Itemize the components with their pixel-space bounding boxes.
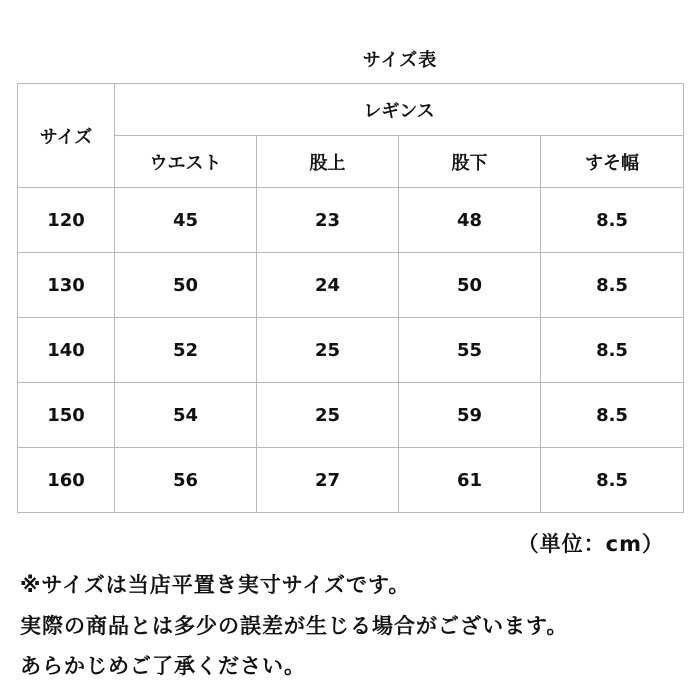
inseam-cell: 59 [399, 383, 541, 448]
rise-cell: 23 [257, 188, 399, 253]
column-header-hem-width: すそ幅 [541, 136, 684, 188]
rise-cell: 25 [257, 383, 399, 448]
rise-cell: 27 [257, 448, 399, 513]
rise-cell: 24 [257, 253, 399, 318]
hem-width-cell: 8.5 [541, 188, 684, 253]
table-title: サイズ表 [362, 50, 438, 71]
inseam-cell: 55 [399, 318, 541, 383]
hem-width-cell: 8.5 [541, 253, 684, 318]
size-cell: 130 [18, 253, 115, 318]
hem-width-cell: 8.5 [541, 318, 684, 383]
waist-cell: 54 [115, 383, 257, 448]
rise-cell: 25 [257, 318, 399, 383]
note-line: ※サイズは当店平置き実寸サイズです。 [20, 573, 411, 597]
size-table [17, 83, 684, 513]
waist-cell: 56 [115, 448, 257, 513]
table-row [18, 383, 684, 448]
inseam-cell: 50 [399, 253, 541, 318]
size-header-cell: サイズ [18, 84, 115, 188]
table-row [18, 318, 684, 383]
column-header-waist: ウエスト [115, 136, 257, 188]
leggings-group-header: レギンス [115, 84, 684, 136]
hem-width-cell: 8.5 [541, 448, 684, 513]
size-cell: 140 [18, 318, 115, 383]
table-row [18, 448, 684, 513]
inseam-cell: 61 [399, 448, 541, 513]
table-subheader-row [18, 136, 684, 188]
note-line: あらかじめご了承ください。 [20, 654, 306, 678]
column-header-inseam: 股下 [399, 136, 541, 188]
size-cell: 160 [18, 448, 115, 513]
size-cell: 120 [18, 188, 115, 253]
waist-cell: 50 [115, 253, 257, 318]
unit-label: （単位：cm） [517, 532, 664, 556]
waist-cell: 52 [115, 318, 257, 383]
table-row [18, 188, 684, 253]
waist-cell: 45 [115, 188, 257, 253]
hem-width-cell: 8.5 [541, 383, 684, 448]
size-cell: 150 [18, 383, 115, 448]
note-line: 実際の商品とは多少の誤差が生じる場合がございます。 [20, 614, 569, 638]
table-row [18, 253, 684, 318]
inseam-cell: 48 [399, 188, 541, 253]
column-header-rise: 股上 [257, 136, 399, 188]
table-header-row [18, 84, 684, 136]
